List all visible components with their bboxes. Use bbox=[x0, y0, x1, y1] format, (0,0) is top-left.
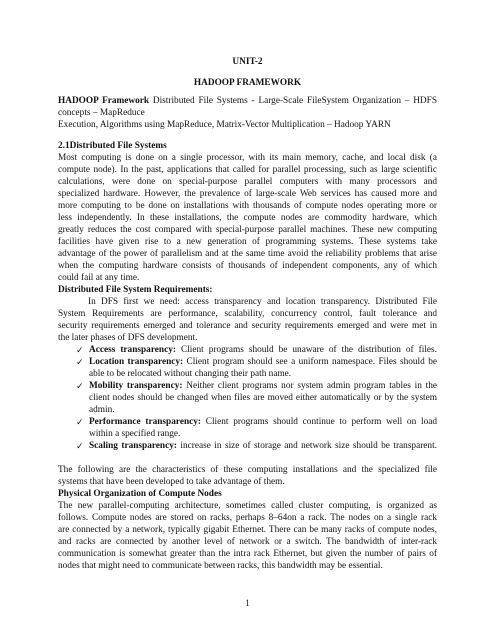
paragraph-line: compute node). In the past, applications that called for parallel processing, such as large scientific bbox=[58, 165, 437, 175]
checkmark-icon: ✓ bbox=[76, 417, 84, 427]
bullet-term: Access transparency: bbox=[89, 345, 176, 355]
bullet-text: Client programs should be unaware of the distribution of files. bbox=[175, 345, 437, 355]
section-heading-requirements: Distributed File System Requirements: bbox=[58, 285, 213, 295]
paragraph-line: could fail at any time. bbox=[58, 273, 140, 283]
paragraph-line: communication is somewhat greater than the intra rack Ethernet, but given the number of pairs of bbox=[58, 549, 437, 559]
paragraph-line: are connected by a network, typically gigabit Ethernet. There can be many racks of compute nodes, bbox=[58, 525, 437, 535]
paragraph-line: security requirements emerged and tolerance and security requirements emerged and were met in bbox=[58, 321, 437, 331]
bullet-term: Scaling transparency: bbox=[89, 441, 177, 451]
bullet-text: Client programs should continue to perform well on load bbox=[201, 417, 437, 427]
paragraph-line: advantage of the power of parallelism and at the same time avoid the reliability problems that arise bbox=[58, 249, 437, 259]
intro-bold: HADOOP Framework bbox=[58, 96, 150, 106]
intro-line-2: concepts – MapReduce bbox=[58, 108, 145, 118]
paragraph-line: the later phases of DFS development. bbox=[58, 333, 198, 343]
bullet-continuation: client nodes should be changed when files are moved either automatically or by the system bbox=[89, 393, 437, 403]
section-heading-physical-organization: Physical Organization of Compute Nodes bbox=[58, 489, 222, 499]
bullet-continuation: admin. bbox=[89, 405, 115, 415]
section-heading-dfs: 2.1Distributed File Systems bbox=[58, 141, 167, 151]
paragraph-line: follows. Compute nodes are stored on racks, perhaps 8–64on a rack. The nodes on a single rack bbox=[58, 513, 437, 523]
paragraph-line: and racks are connected by another level of network or a switch. The bandwidth of inter-rack bbox=[58, 537, 437, 547]
bullet-term: Location transparency: bbox=[89, 357, 184, 367]
paragraph-line: more computing to be done on installations with thousands of compute nodes operating more or bbox=[58, 201, 437, 211]
intro-line-3: Execution, Algorithms using MapReduce, Matrix-Vector Multiplication – Hadoop YARN bbox=[58, 120, 391, 130]
page-number: 1 bbox=[245, 598, 250, 608]
paragraph-line: less independently. In these installations, the compute nodes are commodity hardware, which bbox=[58, 213, 437, 223]
bullet-term: Performance transparency: bbox=[89, 417, 201, 427]
paragraph-line: greatly reduces the cost compared with special-purpose parallel machines. These new computing bbox=[58, 225, 437, 235]
bullet-item bbox=[89, 357, 437, 369]
bullet-continuation: within a specified range. bbox=[89, 429, 181, 439]
paragraph-line: Most computing is done on a single processor, with its main memory, cache, and local disk (a bbox=[58, 153, 437, 163]
bullet-item bbox=[89, 417, 437, 429]
bullet-text: Client program should see a uniform namespace. Files should be bbox=[183, 357, 437, 367]
paragraph-line: facilities have given rise to a new generation of programming systems. These systems take bbox=[58, 237, 437, 247]
bullet-continuation: able to be relocated without changing their path name. bbox=[89, 369, 292, 379]
intro-line-1 bbox=[58, 96, 437, 108]
bullet-item bbox=[89, 441, 437, 453]
bullet-text: increase in size of storage and network size should be transparent. bbox=[176, 441, 437, 451]
bullet-term: Mobility transparency: bbox=[89, 381, 183, 391]
paragraph-line: The following are the characteristics of these computing installations and the specialized file bbox=[58, 465, 437, 475]
bullet-item bbox=[89, 381, 437, 393]
paragraph-line: systems that have been developed to take advantage of them. bbox=[58, 477, 285, 487]
page-title: HADOOP FRAMEWORK bbox=[193, 78, 302, 88]
checkmark-icon: ✓ bbox=[76, 345, 84, 355]
unit-label: UNIT-2 bbox=[232, 57, 263, 67]
paragraph-line: nodes that might need to communicate between racks, this bandwidth may be essential. bbox=[58, 561, 383, 571]
paragraph-line: calculations, were done on special-purpose parallel computers with many processors and bbox=[58, 177, 437, 187]
checkmark-icon: ✓ bbox=[76, 381, 84, 391]
paragraph-line: when the computing hardware consists of thousands of independent components, any of which bbox=[58, 261, 437, 271]
intro-line-1-rest: Distributed File Systems - Large-Scale FileSystem Organization – HDFS bbox=[149, 96, 437, 106]
bullet-text: Neither client programs nor system admin program tables in the bbox=[182, 381, 438, 391]
paragraph-line: The new parallel-computing architecture, sometimes called cluster computing, is organized as bbox=[58, 501, 437, 511]
bullet-item bbox=[89, 345, 437, 357]
checkmark-icon: ✓ bbox=[76, 441, 84, 451]
paragraph-line: specialized hardware. However, the prevalence of large-scale Web services has caused more and bbox=[58, 189, 437, 199]
paragraph-line: System Requirements are performance, scalability, concurrency control, fault tolerance and bbox=[58, 309, 437, 319]
checkmark-icon: ✓ bbox=[76, 357, 84, 367]
paragraph-line: In DFS first we need: access transparency and location transparency. Distributed File bbox=[88, 297, 437, 307]
